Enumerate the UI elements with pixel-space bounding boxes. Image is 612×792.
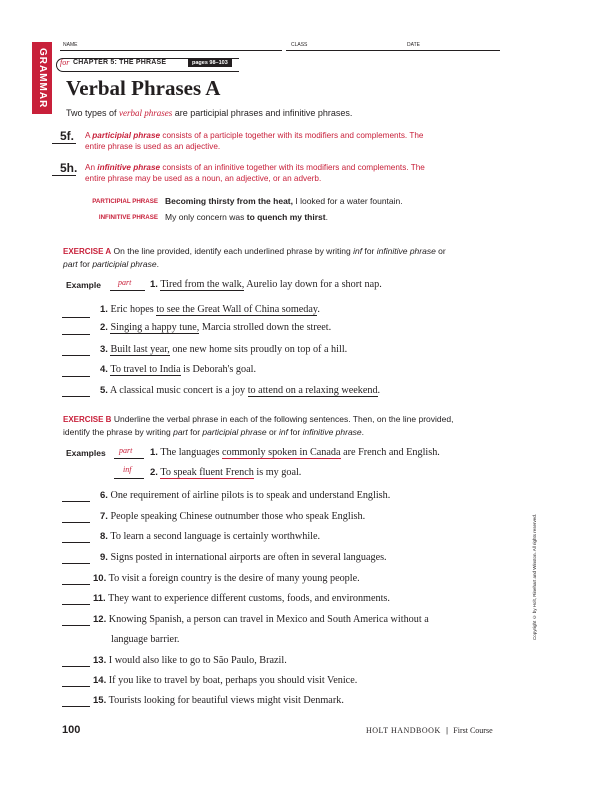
- exercise-a-instructions: EXERCISE A On the line provided, identify each underlined phrase by writing inf for infinitive phrase or part for participial phrase.: [63, 246, 446, 269]
- example-b2-sentence: 2. To speak fluent French is my goal.: [150, 467, 302, 478]
- exercise-a-item-1: 1. Eric hopes to see the Great Wall of China someday.: [100, 304, 320, 315]
- footer-book: HOLT HANDBOOK | First Course: [366, 726, 493, 735]
- answer-line-a3[interactable]: [62, 355, 90, 356]
- exercise-b-item-15: 15. Tourists looking for beautiful views might visit Denmark.: [93, 695, 344, 706]
- name-label: NAME: [63, 42, 78, 48]
- answer-line-b9[interactable]: [62, 563, 90, 564]
- pages-badge: pages 98–103: [188, 59, 232, 67]
- answer-line-b14[interactable]: [62, 686, 90, 687]
- example-b1-answer: part: [119, 446, 133, 455]
- exercise-b-item-10: 10. To visit a foreign country is the desire of many young people.: [93, 573, 360, 584]
- answer-line-b10[interactable]: [62, 584, 90, 585]
- answer-line-b11[interactable]: [62, 604, 90, 605]
- copyright-notice: Copyright © by Holt, Rinehart and Winston. All rights reserved.: [532, 513, 537, 640]
- chapter-label: CHAPTER 5: THE PHRASE: [73, 59, 167, 66]
- exercise-a-item-3: 3. Built last year, one new home sits proudly on top of a hill.: [100, 344, 348, 355]
- exercise-b-item-12-cont: language barrier.: [111, 634, 180, 645]
- for-label: for: [60, 58, 70, 67]
- rule-5h-text: An infinitive phrase consists of an infinitive together with its modifiers and complements. The entire phrase may be used as a noun, an adjective, or an adverb.: [85, 163, 425, 183]
- answer-line-b6[interactable]: [62, 501, 90, 502]
- answer-line-a2[interactable]: [62, 334, 90, 335]
- answer-line-a4[interactable]: [62, 376, 90, 377]
- sample-label-participial: PARTICIPIAL PHRASE: [92, 198, 158, 205]
- sample-infinitive: My only concern was to quench my thirst.: [165, 212, 328, 222]
- example-sentence: 1. Tired from the walk, Aurelio lay down for a short nap.: [150, 279, 382, 290]
- answer-line-b8[interactable]: [62, 542, 90, 543]
- answer-line-b7[interactable]: [62, 522, 90, 523]
- page-title: Verbal Phrases A: [66, 76, 221, 100]
- answer-line-a1[interactable]: [62, 317, 90, 318]
- exercise-b-item-14: 14. If you like to travel by boat, perhaps you should visit Venice.: [93, 675, 358, 686]
- exercise-b-item-6: 6. One requirement of airline pilots is to speak and understand English.: [100, 490, 391, 501]
- date-label: DATE: [407, 42, 420, 48]
- answer-line-b15[interactable]: [62, 706, 90, 707]
- example-label: Example: [66, 280, 101, 290]
- exercise-b-item-9: 9. Signs posted in international airports are often in several languages.: [100, 552, 387, 563]
- rule-number-5f: 5f.: [60, 129, 75, 143]
- example-answer: part: [118, 278, 132, 287]
- rule-5f-text: A participial phrase consists of a participle together with its modifiers and complements. The entire phrase is used as an adjective.: [85, 131, 424, 151]
- exercise-b-item-12: 12. Knowing Spanish, a person can travel in Mexico and South America without a: [93, 614, 429, 625]
- sample-participial: Becoming thirsty from the heat, I looked for a water fountain.: [165, 196, 403, 206]
- exercise-b-item-11: 11. They want to experience different customs, foods, and environments.: [93, 593, 390, 604]
- answer-line-b12[interactable]: [62, 625, 90, 626]
- intro-text: Two types of verbal phrases are participial phrases and infinitive phrases.: [66, 108, 353, 118]
- side-tab-label: GRAMMAR: [37, 47, 48, 109]
- rule-number-5h: 5h.: [60, 161, 78, 175]
- class-label: CLASS: [291, 42, 308, 48]
- answer-line-b13[interactable]: [62, 666, 90, 667]
- examples-label: Examples: [66, 448, 106, 458]
- exercise-a-item-5: 5. A classical music concert is a joy to attend on a relaxing weekend.: [100, 385, 381, 396]
- exercise-b-item-7: 7. People speaking Chinese outnumber those who speak English.: [100, 511, 366, 522]
- exercise-a-item-4: 4. To travel to India is Deborah's goal.: [100, 364, 257, 375]
- example-b1-sentence: 1. The languages commonly spoken in Canada are French and English.: [150, 447, 440, 458]
- exercise-b-item-8: 8. To learn a second language is certainly worthwhile.: [100, 531, 321, 542]
- exercise-b-item-13: 13. I would also like to go to São Paulo, Brazil.: [93, 655, 287, 666]
- sample-label-infinitive: INFINITIVE PHRASE: [98, 214, 158, 221]
- exercise-a-item-2: 2. Singing a happy tune, Marcia strolled down the street.: [100, 322, 332, 333]
- exercise-b-instructions: EXERCISE B Underline the verbal phrase in each of the following sentences. Then, on the line provided, identify the phrase by writing part for participial phrase or inf for infinitive phrase.: [63, 414, 454, 437]
- page-number: 100: [62, 724, 81, 736]
- example-b2-answer: inf: [123, 465, 132, 474]
- answer-line-a5[interactable]: [62, 396, 90, 397]
